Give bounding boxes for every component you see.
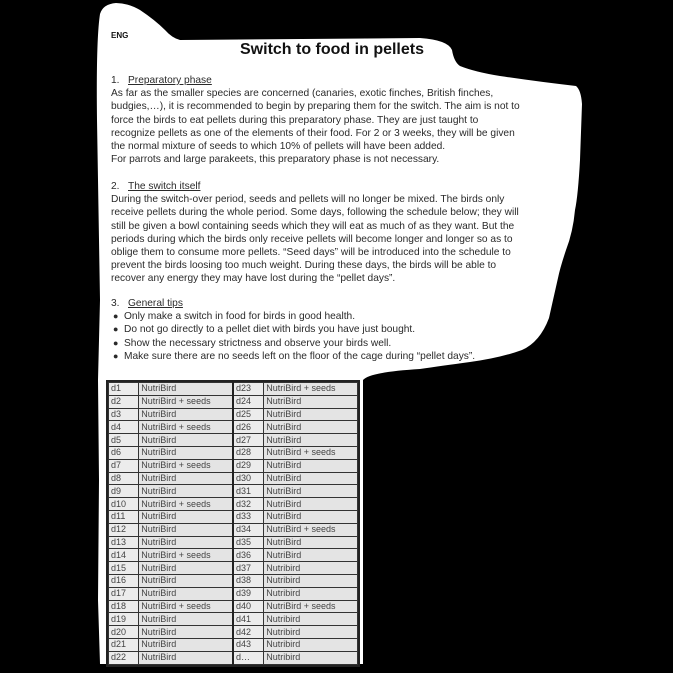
food-cell: NutriBird — [264, 421, 358, 434]
section-general-tips — [111, 297, 581, 363]
day-cell: d2 — [109, 395, 139, 408]
food-cell: NutriBird + seeds — [264, 600, 358, 613]
schedule-row — [109, 510, 358, 523]
schedule-row — [109, 421, 358, 434]
day-cell: d15 — [109, 562, 139, 575]
paragraph-line: the normal mixture of seeds to which 10% of pellets will have been added. — [111, 141, 446, 153]
day-cell: d16 — [109, 574, 139, 587]
day-cell: d20 — [109, 626, 139, 639]
food-cell: NutriBird — [264, 472, 358, 485]
food-cell: NutriBird — [139, 562, 233, 575]
section-heading — [111, 74, 581, 87]
day-cell: d11 — [109, 510, 139, 523]
paragraph-line: During the switch-over period, seeds and pellets will no longer be mixed. The birds only — [111, 194, 505, 206]
feeding-schedule-table — [106, 380, 360, 667]
day-cell: d14 — [109, 549, 139, 562]
food-cell: Nutribird — [264, 613, 358, 626]
bullet-icon: ● — [113, 350, 119, 361]
day-cell: d13 — [109, 536, 139, 549]
schedule-row — [109, 434, 358, 447]
schedule-grid — [108, 382, 358, 665]
paragraph-line: force the birds to eat pellets during this preparatory phase. They are just taught to — [111, 114, 479, 126]
food-cell: NutriBird — [264, 434, 358, 447]
food-cell: Nutribird — [264, 626, 358, 639]
schedule-row — [109, 446, 358, 459]
food-cell: NutriBird — [139, 626, 233, 639]
day-cell: d28 — [233, 446, 264, 459]
schedule-row — [109, 651, 358, 664]
day-cell: d24 — [233, 395, 264, 408]
section-heading — [111, 180, 581, 193]
paragraph-line: periods during which the birds only receive pellets will become longer and longer so as to — [111, 233, 513, 245]
food-cell: NutriBird + seeds — [139, 600, 233, 613]
food-cell: NutriBird — [139, 651, 233, 664]
food-cell: NutriBird — [264, 498, 358, 511]
food-cell: Nutribird — [264, 562, 358, 575]
day-cell: d7 — [109, 459, 139, 472]
food-cell: NutriBird — [139, 472, 233, 485]
section-heading — [111, 297, 581, 310]
paragraph-line: recover any energy they may have lost during the “pellet days”. — [111, 273, 396, 285]
day-cell: d1 — [109, 383, 139, 396]
day-cell: d42 — [233, 626, 264, 639]
language-tag: ENG — [111, 31, 129, 40]
paragraph-line: For parrots and large parakeets, this preparatory phase is not necessary. — [111, 154, 440, 166]
day-cell: d27 — [233, 434, 264, 447]
tip-text: Show the necessary strictness and observe your birds well. — [124, 337, 392, 349]
food-cell: NutriBird — [264, 536, 358, 549]
schedule-row — [109, 485, 358, 498]
day-cell: d33 — [233, 510, 264, 523]
schedule-body — [109, 383, 358, 665]
food-cell: Nutribird — [264, 587, 358, 600]
day-cell: d10 — [109, 498, 139, 511]
schedule-row — [109, 459, 358, 472]
food-cell: NutriBird + seeds — [139, 459, 233, 472]
schedule-row — [109, 549, 358, 562]
food-cell: Nutribird — [264, 651, 358, 664]
food-cell: NutriBird — [139, 434, 233, 447]
day-cell: d23 — [233, 383, 264, 396]
tip-text: Do not go directly to a pellet diet with birds you have just bought. — [124, 324, 416, 336]
day-cell: d8 — [109, 472, 139, 485]
food-cell: NutriBird — [264, 549, 358, 562]
food-cell: NutriBird — [264, 485, 358, 498]
day-cell: d26 — [233, 421, 264, 434]
paragraph-line: As far as the smaller species are concerned (canaries, exotic finches, British finches, — [111, 88, 494, 100]
day-cell: d34 — [233, 523, 264, 536]
day-cell: d17 — [109, 587, 139, 600]
day-cell: d32 — [233, 498, 264, 511]
schedule-row — [109, 472, 358, 485]
schedule-row — [109, 536, 358, 549]
paragraph-line: recognize pellets as one of the elements of their food. For 2 or 3 weeks, they will be given — [111, 127, 515, 139]
day-cell: d38 — [233, 574, 264, 587]
day-cell: d22 — [109, 651, 139, 664]
bullet-icon: ● — [113, 337, 119, 348]
day-cell: d3 — [109, 408, 139, 421]
food-cell: NutriBird + seeds — [139, 498, 233, 511]
day-cell: d43 — [233, 638, 264, 651]
food-cell: NutriBird — [264, 408, 358, 421]
food-cell: NutriBird + seeds — [264, 446, 358, 459]
tip-item — [111, 337, 581, 350]
day-cell: d6 — [109, 446, 139, 459]
food-cell: Nutribird — [264, 574, 358, 587]
paragraph-line: receive pellets during the whole period. Some days, following the schedule below; they will — [111, 207, 519, 219]
food-cell: NutriBird + seeds — [264, 383, 358, 396]
food-cell: NutriBird — [264, 510, 358, 523]
schedule-row — [109, 587, 358, 600]
food-cell: NutriBird — [139, 536, 233, 549]
day-cell: d31 — [233, 485, 264, 498]
day-cell: d21 — [109, 638, 139, 651]
schedule-row — [109, 574, 358, 587]
day-cell: d25 — [233, 408, 264, 421]
day-cell: d12 — [109, 523, 139, 536]
schedule-row — [109, 408, 358, 421]
food-cell: NutriBird — [139, 446, 233, 459]
document-title: Switch to food in pellets — [240, 41, 424, 58]
food-cell: NutriBird — [139, 638, 233, 651]
food-cell: NutriBird — [139, 510, 233, 523]
day-cell: d40 — [233, 600, 264, 613]
food-cell: NutriBird — [139, 523, 233, 536]
day-cell: d41 — [233, 613, 264, 626]
tip-text: Make sure there are no seeds left on the floor of the cage during “pellet days”. — [124, 350, 476, 362]
section-number: 3. — [111, 298, 120, 309]
section-number: 2. — [111, 181, 120, 192]
bullet-icon: ● — [113, 324, 119, 335]
day-cell: d36 — [233, 549, 264, 562]
food-cell: NutriBird + seeds — [264, 523, 358, 536]
food-cell: NutriBird — [139, 383, 233, 396]
food-cell: NutriBird + seeds — [139, 549, 233, 562]
day-cell: d4 — [109, 421, 139, 434]
day-cell: d29 — [233, 459, 264, 472]
paragraph-line: oblige them to consume more pellets. “Seed days” will be introduced into the schedule to — [111, 247, 511, 259]
food-cell: Nutribird — [264, 638, 358, 651]
tip-item — [111, 323, 581, 336]
section-heading-text: General tips — [128, 298, 183, 309]
day-cell: d37 — [233, 562, 264, 575]
food-cell: NutriBird — [139, 613, 233, 626]
food-cell: NutriBird — [139, 485, 233, 498]
day-cell: d5 — [109, 434, 139, 447]
tip-item — [111, 350, 581, 363]
day-cell: d30 — [233, 472, 264, 485]
day-cell: d9 — [109, 485, 139, 498]
day-cell: d19 — [109, 613, 139, 626]
day-cell: d35 — [233, 536, 264, 549]
food-cell: NutriBird — [139, 587, 233, 600]
food-cell: NutriBird — [264, 459, 358, 472]
schedule-row — [109, 600, 358, 613]
section-heading-text: Preparatory phase — [128, 75, 212, 86]
schedule-row — [109, 613, 358, 626]
paragraph-line: prevent the birds loosing too much weight. During these days, the birds will be able to — [111, 260, 497, 272]
day-cell: d18 — [109, 600, 139, 613]
schedule-row — [109, 562, 358, 575]
day-cell: d39 — [233, 587, 264, 600]
section-heading-text: The switch itself — [128, 181, 201, 192]
schedule-row — [109, 638, 358, 651]
tips-list — [111, 310, 581, 363]
section-number: 1. — [111, 75, 120, 86]
section-switch-itself — [111, 180, 581, 286]
paragraph-line: budgies,…), it is recommended to begin by preparing them for the switch. The aim is not to — [111, 101, 520, 113]
food-cell: NutriBird — [139, 574, 233, 587]
food-cell: NutriBird — [264, 395, 358, 408]
day-cell: d… — [233, 651, 264, 664]
food-cell: NutriBird — [139, 408, 233, 421]
food-cell: NutriBird + seeds — [139, 421, 233, 434]
tip-item — [111, 310, 581, 323]
tip-text: Only make a switch in food for birds in good health. — [124, 311, 356, 323]
bullet-icon: ● — [113, 311, 119, 322]
paragraph-line: still be given a bowl containing seeds which they will eat as much of as they want. But the — [111, 220, 515, 232]
schedule-row — [109, 395, 358, 408]
section-preparatory-phase — [111, 74, 581, 166]
schedule-row — [109, 383, 358, 396]
schedule-row — [109, 626, 358, 639]
schedule-row — [109, 498, 358, 511]
food-cell: NutriBird + seeds — [139, 395, 233, 408]
schedule-row — [109, 523, 358, 536]
